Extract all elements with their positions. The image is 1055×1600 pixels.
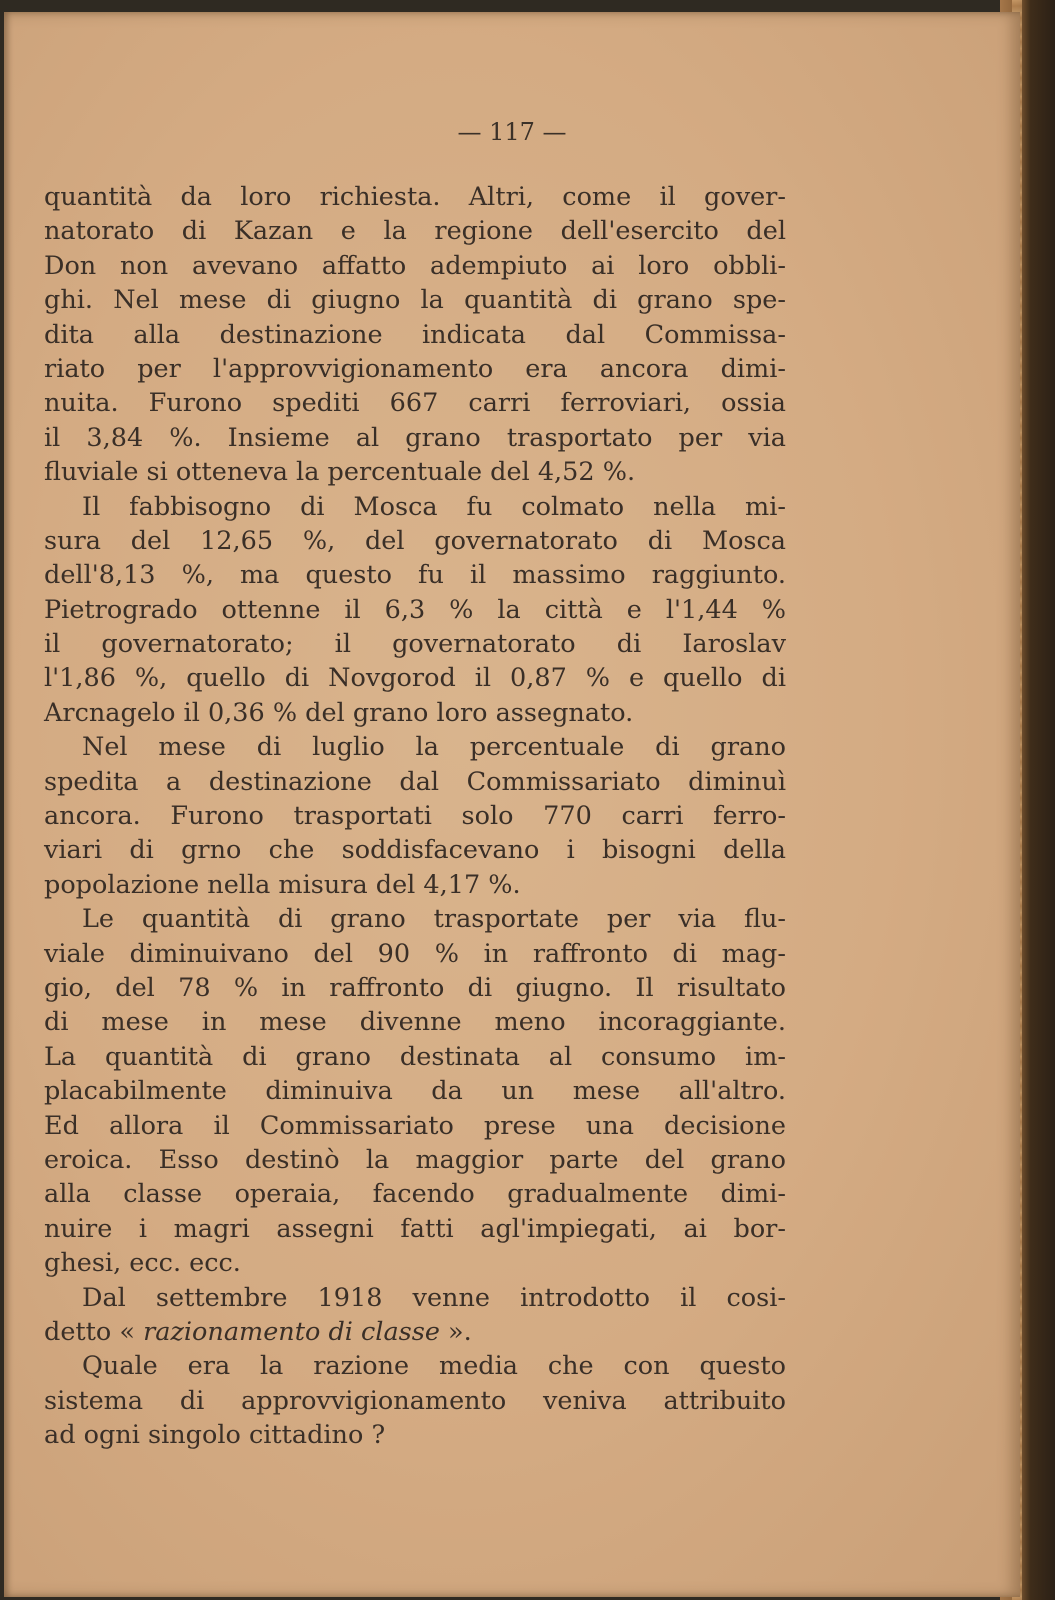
text-line: ancora. Furono trasportati solo 770 carri ferro-	[44, 801, 786, 832]
text-line: natorato di Kazan e la regione dell'esercito del	[44, 216, 786, 247]
text-line: alla classe operaia, facendo gradualmente dimi-	[44, 1179, 786, 1210]
text-line: sistema di approvvigionamento veniva attribuito	[44, 1385, 786, 1416]
text-line: l'1,86 %, quello di Novgorod il 0,87 % e quello di	[44, 663, 786, 694]
text-line: fluviale si otteneva la percentuale del 4,52 %.	[44, 457, 636, 488]
text-line: La quantità di grano destinata al consumo im-	[44, 1041, 786, 1072]
text-line: Quale era la razione media che con questo	[82, 1351, 786, 1382]
text-line: il governatorato; il governatorato di Iaroslav	[44, 629, 786, 660]
text-line: Il fabbisogno di Mosca fu colmato nella mi-	[82, 491, 786, 522]
text-line: nuire i magri assegni fatti agl'impiegati, ai bor-	[44, 1213, 786, 1244]
text-line: Dal settembre 1918 venne introdotto il cosi-	[82, 1282, 786, 1313]
text-line: placabilmente diminuiva da un mese all'altro.	[44, 1076, 786, 1107]
text-line: popolazione nella misura del 4,17 %.	[44, 869, 521, 900]
page-number: — 117 —	[457, 118, 567, 146]
text-line: nuita. Furono spediti 667 carri ferroviari, ossia	[44, 388, 786, 419]
text-line: Arcnagelo il 0,36 % del grano loro assegnato.	[44, 697, 634, 728]
text-line: dita alla destinazione indicata dal Commissa-	[44, 319, 786, 350]
text-segment: detto «	[44, 1316, 144, 1347]
text-line: il 3,84 %. Insieme al grano trasportato per via	[44, 422, 786, 453]
text-line: ad ogni singolo cittadino ?	[44, 1420, 386, 1451]
text-line: gio, del 78 % in raffronto di giugno. Il risultato	[44, 972, 786, 1003]
text-line: eroica. Esso destinò la maggior parte del grano	[44, 1144, 786, 1175]
text-line: di mese in mese divenne meno incoraggiante.	[44, 1007, 786, 1038]
text-line: ghesi, ecc. ecc.	[44, 1248, 241, 1279]
text-line: spedita a destinazione dal Commissariato diminuì	[44, 766, 786, 797]
text-line: viale diminuivano del 90 % in raffronto di mag-	[44, 938, 786, 969]
text-line: Don non avevano affatto adempiuto ai loro obbli-	[44, 250, 786, 281]
text-line: viari di grno che soddisfacevano i bisogni della	[44, 835, 786, 866]
italic-phrase: razionamento di classe	[143, 1316, 440, 1347]
book-page	[4, 12, 1020, 1597]
text-line: dell'8,13 %, ma questo fu il massimo raggiunto.	[44, 560, 786, 591]
text-line: Le quantità di grano trasportate per via flu-	[82, 904, 786, 935]
text-line: riato per l'approvvigionamento era ancora dimi-	[44, 353, 786, 384]
text-line: Nel mese di luglio la percentuale di grano	[82, 732, 786, 763]
text-line: Pietrogrado ottenne il 6,3 % la città e l'1,44 %	[44, 594, 786, 625]
text-line: sura del 12,65 %, del governatorato di Mosca	[44, 525, 786, 556]
text-line: ghi. Nel mese di giugno la quantità di grano spe-	[44, 285, 786, 316]
text-line-with-italic	[44, 1315, 786, 1349]
text-segment: ».	[439, 1316, 472, 1347]
text-line: Ed allora il Commissariato prese una decisione	[44, 1110, 786, 1141]
body-text	[44, 180, 786, 1452]
text-line: quantità da loro richiesta. Altri, come il gover-	[44, 182, 786, 212]
